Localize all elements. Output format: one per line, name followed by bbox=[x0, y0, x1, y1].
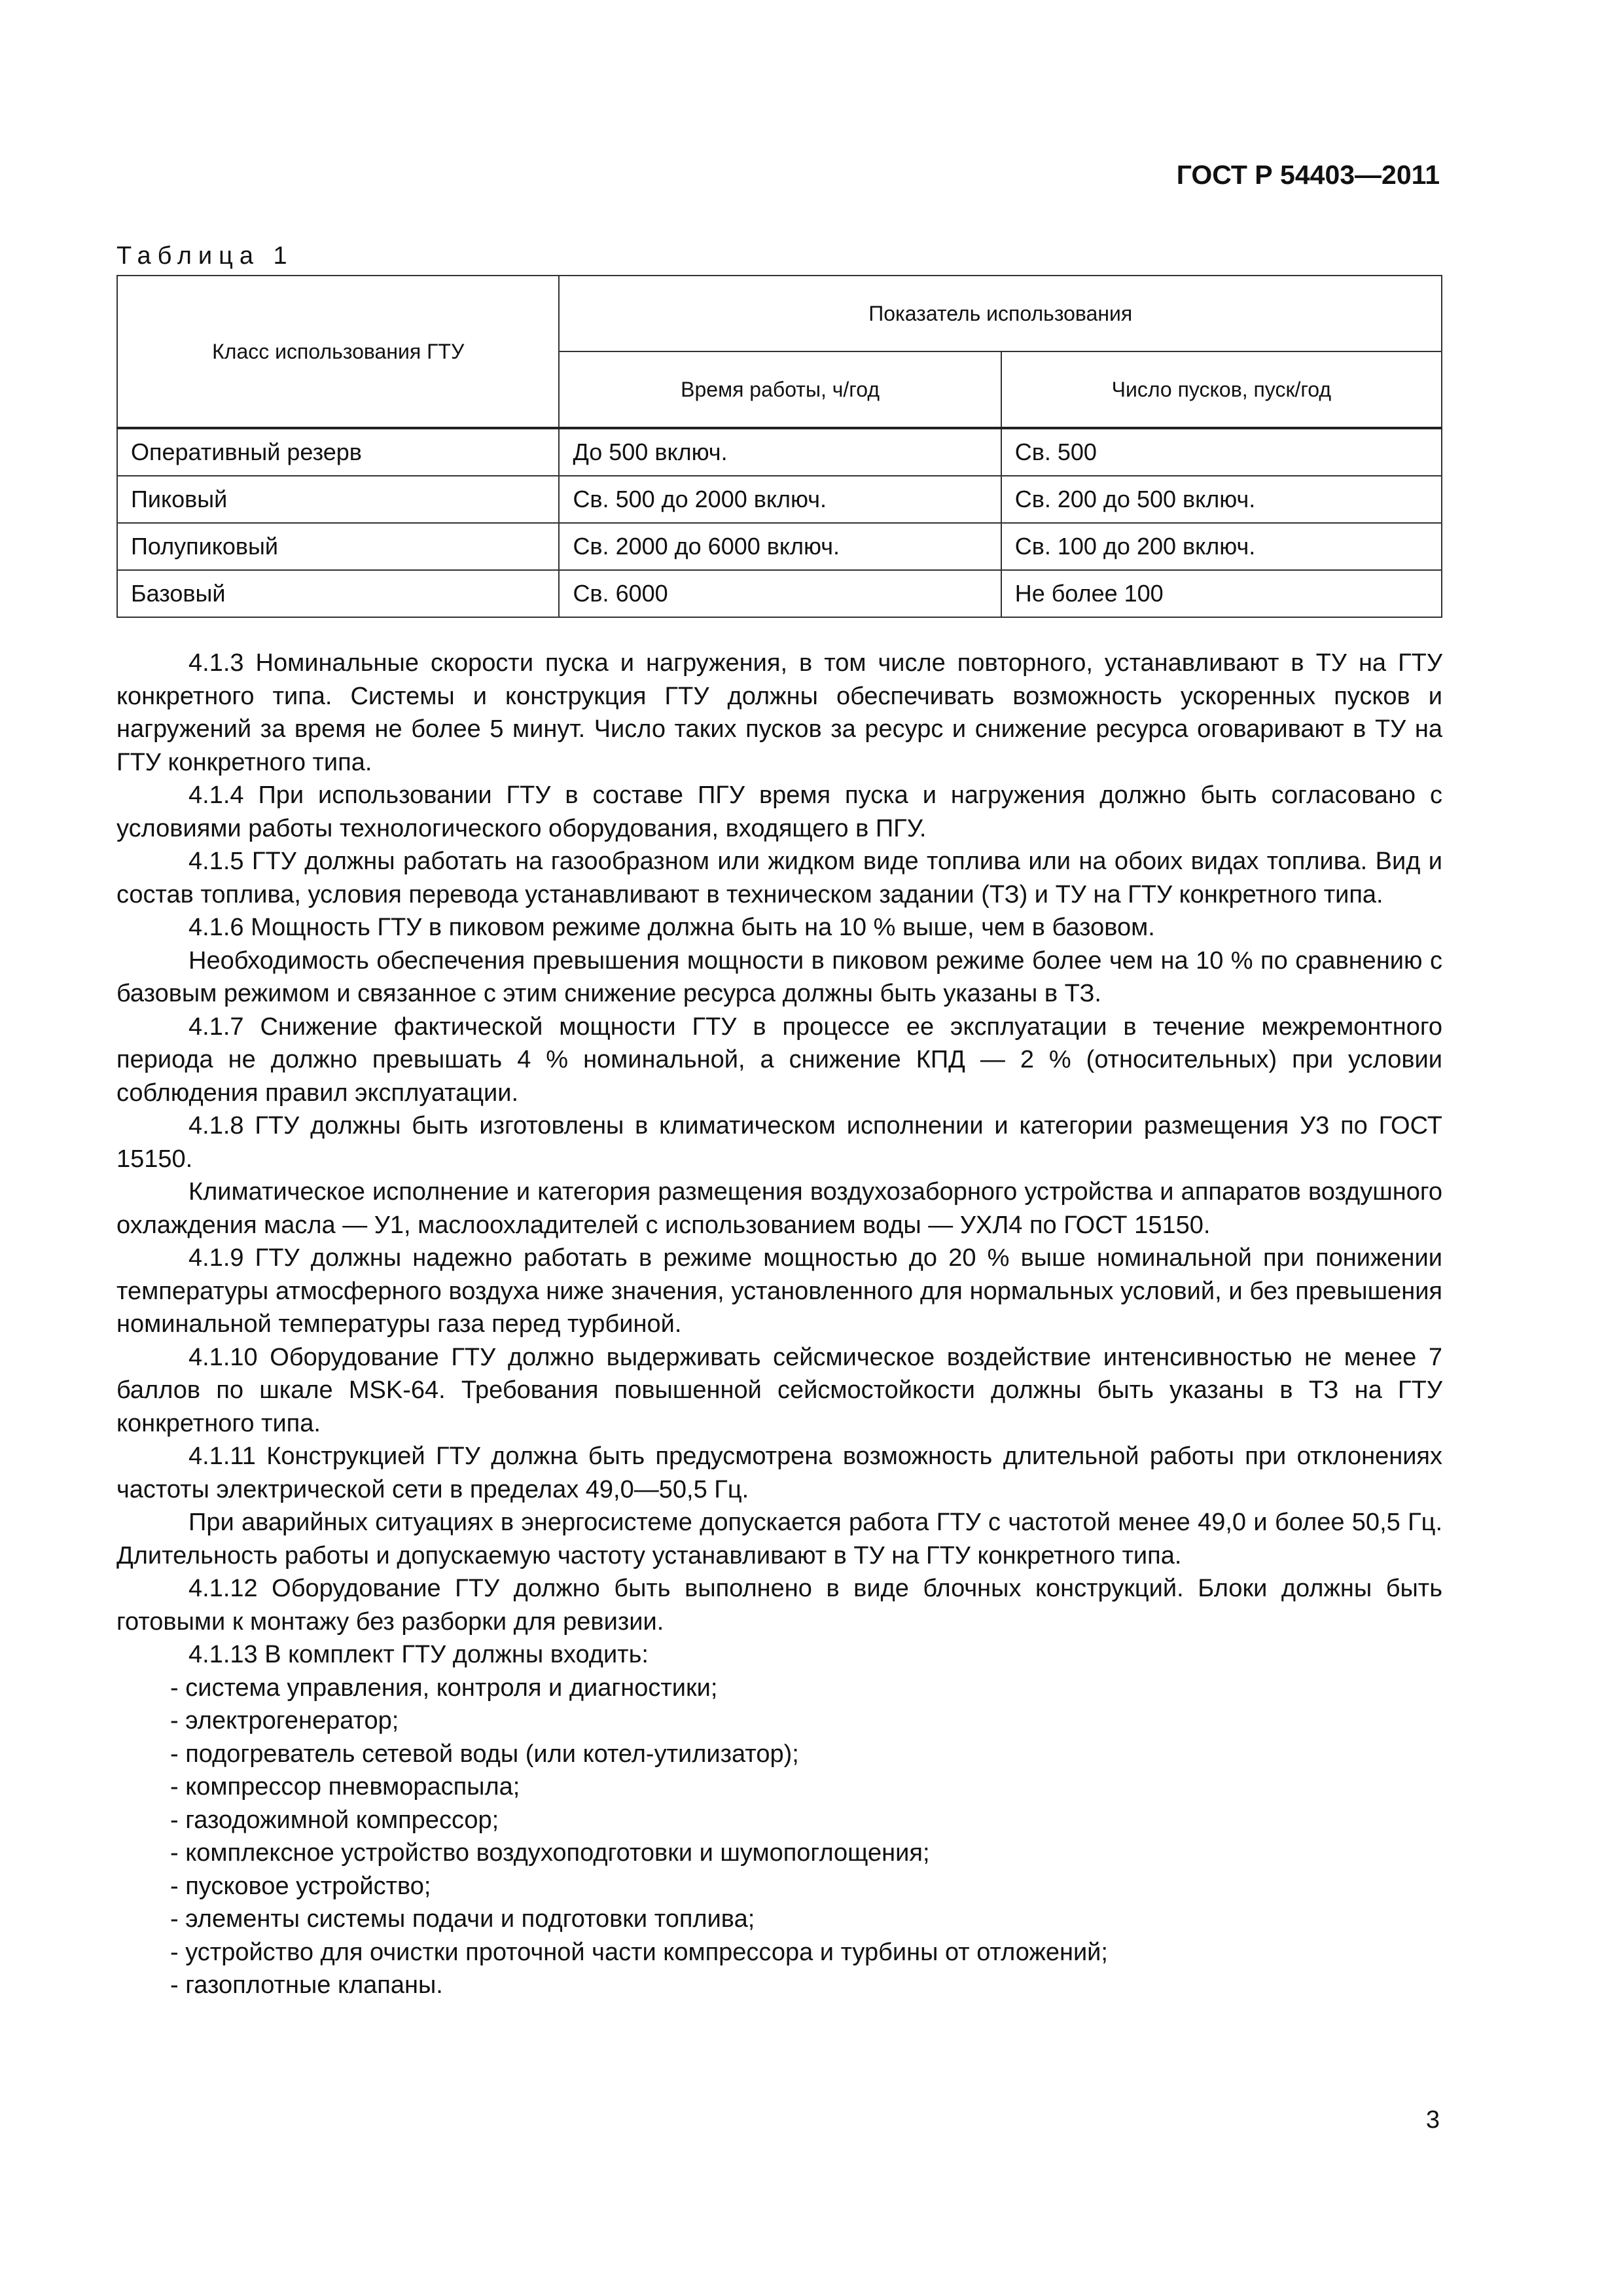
paragraph: 4.1.5 ГТУ должны работать на газообразном или жидком виде топлива или на обоих видах топлива. Вид и состав топлива, условия перевода устанавливают в техническом задании (ТЗ) и ТУ на ГТУ конкретного типа. bbox=[116, 848, 1442, 908]
table-row bbox=[117, 476, 1442, 523]
table-row bbox=[117, 570, 1442, 617]
list-item: - устройство для очистки проточной части компрессора и турбины от отложений; bbox=[170, 1938, 1108, 1966]
cell-class: Базовый bbox=[117, 570, 559, 617]
table-row bbox=[117, 428, 1442, 476]
list-item: - газодожимной компрессор; bbox=[170, 1806, 499, 1834]
cell-starts-count: Св. 100 до 200 включ. bbox=[1001, 523, 1442, 570]
paragraph: Необходимость обеспечения превышения мощности в пиковом режиме более чем на 10 % по сравнению с базовым режимом и связанное с этим снижение ресурса должны быть указаны в ТЗ. bbox=[116, 946, 1442, 1007]
cell-class: Оперативный резерв bbox=[117, 428, 559, 476]
paragraph: 4.1.7 Снижение фактической мощности ГТУ в процессе ее эксплуатации в течение межремонтного периода не должно превышать 4 % номинальной, а снижение КПД — 2 % (относительных) при условии соблюдения правил эксплуатации. bbox=[116, 1013, 1442, 1107]
cell-operating-hours: Св. 6000 bbox=[559, 570, 1001, 617]
component-list bbox=[116, 1672, 1442, 2002]
table-body bbox=[117, 428, 1442, 617]
body-text bbox=[116, 647, 1442, 2002]
list-item: - пусковое устройство; bbox=[170, 1872, 431, 1900]
paragraph: 4.1.4 При использовании ГТУ в составе ПГУ время пуска и нагружения должно быть согласовано с условиями работы технологического оборудования, входящего в ПГУ. bbox=[116, 781, 1442, 842]
list-item: - компрессор пневмораспыла; bbox=[170, 1773, 520, 1801]
page-number: 3 bbox=[1425, 2106, 1440, 2134]
paragraph: Климатическое исполнение и категория размещения воздухозаборного устройства и аппаратов воздушного охлаждения масла — У1, маслоохладителей с использованием воды — УХЛ4 по ГОСТ 15150. bbox=[116, 1178, 1442, 1239]
table-caption: Таблица 1 bbox=[116, 242, 294, 270]
table-row bbox=[117, 523, 1442, 570]
paragraph: 4.1.12 Оборудование ГТУ должно быть выполнено в виде блочных конструкций. Блоки должны быть готовыми к монтажу без разборки для ревизии. bbox=[116, 1575, 1442, 1636]
cell-starts-count: Св. 200 до 500 включ. bbox=[1001, 476, 1442, 523]
cell-operating-hours: Св. 500 до 2000 включ. bbox=[559, 476, 1001, 523]
paragraph: 4.1.13 В комплект ГТУ должны входить: bbox=[188, 1641, 649, 1668]
list-item: - подогреватель сетевой воды (или котел-утилизатор); bbox=[170, 1740, 799, 1768]
cell-starts-count: Св. 500 bbox=[1001, 428, 1442, 476]
cell-operating-hours: Св. 2000 до 6000 включ. bbox=[559, 523, 1001, 570]
header-operating-hours: Время работы, ч/год bbox=[559, 351, 1001, 428]
header-usage-indicator: Показатель использования bbox=[559, 276, 1442, 351]
cell-operating-hours: До 500 включ. bbox=[559, 428, 1001, 476]
paragraph: 4.1.10 Оборудование ГТУ должно выдерживать сейсмическое воздействие интенсивностью не менее 7 баллов по шкале MSK-64. Требования повышенной сейсмостойкости должны быть указаны в ТЗ на ГТУ конкретного типа. bbox=[116, 1343, 1442, 1437]
paragraph: 4.1.3 Номинальные скорости пуска и нагружения, в том числе повторного, устанавливают в ТУ на ГТУ конкретного типа. Системы и конструкция ГТУ должны обеспечивать возможность ускоренных пусков и нагружений за время не более 5 минут. Число таких пусков за ресурс и снижение ресурса оговаривают в ТУ на ГТУ конкретного типа. bbox=[116, 649, 1442, 776]
header-class: Класс использования ГТУ bbox=[117, 276, 559, 428]
list-item: - система управления, контроля и диагностики; bbox=[170, 1674, 718, 1702]
usage-class-table bbox=[116, 275, 1442, 618]
paragraph: 4.1.11 Конструкцией ГТУ должна быть предусмотрена возможность длительной работы при отклонениях частоты электрической сети в пределах 49,0—50,5 Гц. bbox=[116, 1443, 1442, 1503]
list-item: - газоплотные клапаны. bbox=[170, 1971, 443, 1999]
list-item: - электрогенератор; bbox=[170, 1707, 399, 1734]
cell-starts-count: Не более 100 bbox=[1001, 570, 1442, 617]
header-starts-count: Число пусков, пуск/год bbox=[1001, 351, 1442, 428]
paragraph: 4.1.8 ГТУ должны быть изготовлены в климатическом исполнении и категории размещения У3 по ГОСТ 15150. bbox=[116, 1112, 1442, 1173]
document-code: ГОСТ Р 54403—2011 bbox=[1176, 160, 1440, 190]
paragraph: 4.1.6 Мощность ГТУ в пиковом режиме должна быть на 10 % выше, чем в базовом. bbox=[188, 914, 1155, 941]
list-item: - элементы системы подачи и подготовки топлива; bbox=[170, 1905, 755, 1933]
paragraph: При аварийных ситуациях в энергосистеме допускается работа ГТУ с частотой менее 49,0 и более 50,5 Гц. Длительность работы и допускаемую частоту устанавливают в ТУ на ГТУ конкретного типа. bbox=[116, 1509, 1442, 1570]
paragraph: 4.1.9 ГТУ должны надежно работать в режиме мощностью до 20 % выше номинальной при понижении температуры атмосферного воздуха ниже значения, установленного для нормальных условий, и без превышения номинальной температуры газа перед турбиной. bbox=[116, 1244, 1442, 1338]
paragraphs bbox=[116, 647, 1442, 1672]
list-item: - комплексное устройство воздухоподготовки и шумопоглощения; bbox=[170, 1839, 930, 1867]
cell-class: Пиковый bbox=[117, 476, 559, 523]
cell-class: Полупиковый bbox=[117, 523, 559, 570]
